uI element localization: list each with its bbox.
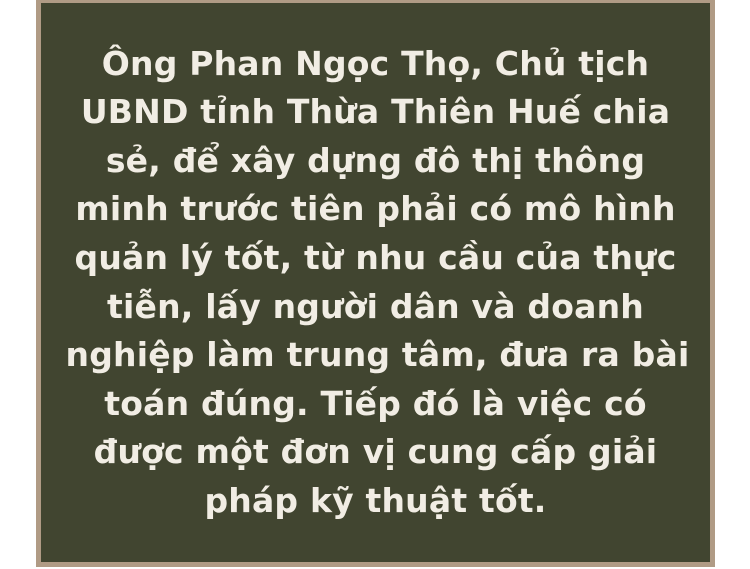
quote-line: quản lý tốt, từ nhu cầu của thực [74,237,677,277]
quote-line: sẻ, để xây dựng đô thị thông [105,140,646,180]
quote-line: toán đúng. Tiếp đó là việc có [104,383,647,423]
quote-box [36,0,715,567]
quote-line: pháp kỹ thuật tốt. [204,480,547,520]
quote-line: Ông Phan Ngọc Thọ, Chủ tịch [101,43,650,83]
quote-line: tiễn, lấy người dân và doanh [107,286,644,326]
quote-line: được một đơn vị cung cấp giải [93,432,658,472]
quote-text [65,40,690,526]
quote-line: nghiệp làm trung tâm, đưa ra bài [65,335,690,375]
quote-line: UBND tỉnh Thừa Thiên Huế chia [80,92,671,132]
quote-line: minh trước tiên phải có mô hình [75,189,676,229]
